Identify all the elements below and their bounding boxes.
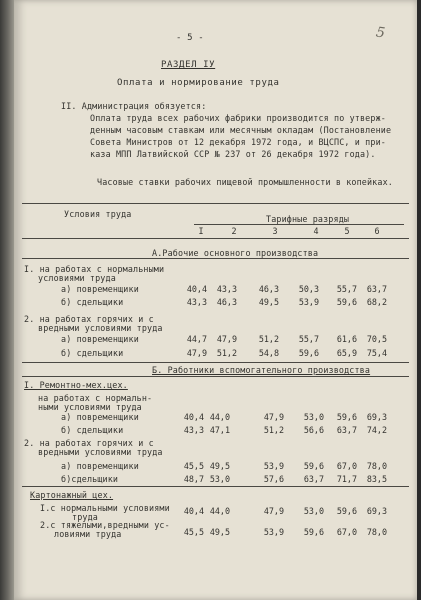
row-label: а) повременщики xyxy=(61,284,139,294)
table-header-rule xyxy=(22,238,409,239)
cell-value: 57,6 xyxy=(263,474,284,484)
cell-value: 51,2 xyxy=(263,425,284,435)
cell-value: 50,3 xyxy=(298,284,319,294)
cell-value: 47,9 xyxy=(186,348,207,358)
row-label: I.с нормальными условиями xyxy=(40,503,170,513)
group-label: на работах с нормальн- xyxy=(38,393,153,403)
section-b-top-rule xyxy=(22,362,409,363)
cell-value: 46,3 xyxy=(216,297,237,307)
cell-value: 63,7 xyxy=(366,284,387,294)
section-b-heading: Б. Работники вспомогательного производства xyxy=(152,365,371,375)
row-label: б) сдельщики xyxy=(61,297,124,307)
clause-line: Совета Министров от 12 декабря 1972 года, и ВЦСПС, и при- xyxy=(90,137,386,147)
grade-header: 6 xyxy=(374,226,380,236)
cell-value: 54,8 xyxy=(258,348,279,358)
grade-header: 2 xyxy=(231,226,237,236)
section-b-rule xyxy=(22,376,409,377)
table-caption: Часовые ставки рабочих пищевой промышленности в копейках. xyxy=(97,177,393,187)
group-heading: Картонажный цех. xyxy=(30,490,114,500)
column-header-grades: Тарифные разряды xyxy=(266,214,350,224)
cell-value: 40,4 xyxy=(186,284,207,294)
cell-value: 55,7 xyxy=(336,284,357,294)
cell-value: 44,7 xyxy=(186,334,207,344)
cell-value: 59,6 xyxy=(303,461,324,471)
section-title: РАЗДЕЛ IУ xyxy=(161,60,216,70)
cell-value: 63,7 xyxy=(336,425,357,435)
group-label: I. на работах с нормальными xyxy=(24,264,165,274)
cell-value: 83,5 xyxy=(366,474,387,484)
cell-value: 55,7 xyxy=(298,334,319,344)
cell-value: 47,9 xyxy=(263,506,284,516)
cell-value: 44,0 xyxy=(209,506,230,516)
cell-value: 78,0 xyxy=(366,527,387,537)
cell-value: 51,2 xyxy=(258,334,279,344)
group-label: 2. на работах горячих и с xyxy=(24,438,154,448)
row-label: труда xyxy=(72,512,98,522)
row-label: а) повременщики xyxy=(61,334,139,344)
cell-value: 61,6 xyxy=(336,334,357,344)
binding-spine xyxy=(0,0,14,600)
row-label: а) повременщики xyxy=(61,412,139,422)
cell-value: 56,6 xyxy=(303,425,324,435)
cell-value: 69,3 xyxy=(366,506,387,516)
table-top-rule xyxy=(22,203,409,204)
cell-value: 69,3 xyxy=(366,412,387,422)
cell-value: 51,2 xyxy=(216,348,237,358)
clause-label: II. Администрация обязуется: xyxy=(61,101,207,111)
cell-value: 74,2 xyxy=(366,425,387,435)
cell-value: 75,4 xyxy=(366,348,387,358)
section-a-heading: А.Рабочие основного производства xyxy=(152,248,319,258)
cell-value: 40,4 xyxy=(183,412,204,422)
group-label: ными условиями труда xyxy=(38,402,142,412)
cell-value: 48,7 xyxy=(183,474,204,484)
clause-line: Оплата труда всех рабочих фабрики производится по утверж- xyxy=(90,113,386,123)
handwritten-page-number: 5 xyxy=(374,24,387,42)
row-label: б) сдельщики xyxy=(61,348,124,358)
cell-value: 43,3 xyxy=(186,297,207,307)
grade-header: 4 xyxy=(313,226,319,236)
cell-value: 59,6 xyxy=(336,412,357,422)
cell-value: 71,7 xyxy=(336,474,357,484)
group-heading: I. Ремонтно-мех.цех. xyxy=(24,380,128,390)
grade-header: 3 xyxy=(272,226,278,236)
cell-value: 47,1 xyxy=(209,425,230,435)
cell-value: 67,0 xyxy=(336,461,357,471)
row-label: 2.с тяжелыми,вредными ус- xyxy=(40,520,170,530)
cell-value: 78,0 xyxy=(366,461,387,471)
cell-value: 59,6 xyxy=(336,506,357,516)
cell-value: 43,3 xyxy=(216,284,237,294)
column-header-conditions: Условия труда xyxy=(64,209,132,219)
cell-value: 45,5 xyxy=(183,461,204,471)
cell-value: 59,6 xyxy=(303,527,324,537)
cell-value: 53,0 xyxy=(303,506,324,516)
group-label: 2. на работах горячих и с xyxy=(24,314,154,324)
cell-value: 70,5 xyxy=(366,334,387,344)
grade-header: 5 xyxy=(344,226,350,236)
grades-header-rule xyxy=(194,224,404,225)
cell-value: 49,5 xyxy=(209,461,230,471)
cell-value: 49,5 xyxy=(209,527,230,537)
page-number: - 5 - xyxy=(176,33,204,43)
cell-value: 47,9 xyxy=(216,334,237,344)
group-label: условиями труда xyxy=(38,273,116,283)
cell-value: 53,9 xyxy=(298,297,319,307)
row-label: б)сдельщики xyxy=(61,474,119,484)
cell-value: 65,9 xyxy=(336,348,357,358)
cell-value: 59,6 xyxy=(336,297,357,307)
grade-header: I xyxy=(198,226,204,236)
section-a-rule xyxy=(22,258,409,259)
cardboard-shop-rule xyxy=(22,486,409,487)
cell-value: 67,0 xyxy=(336,527,357,537)
cell-value: 68,2 xyxy=(366,297,387,307)
cell-value: 47,9 xyxy=(263,412,284,422)
cell-value: 53,0 xyxy=(303,412,324,422)
cell-value: 53,9 xyxy=(263,461,284,471)
clause-line: каза МПП Латвийской ССР № 237 от 26 декабря 1972 года). xyxy=(90,149,376,159)
cell-value: 44,0 xyxy=(209,412,230,422)
cell-value: 53,9 xyxy=(263,527,284,537)
cell-value: 53,0 xyxy=(209,474,230,484)
row-label: ловиями труда xyxy=(54,529,122,539)
section-subtitle: Оплата и нормирование труда xyxy=(117,78,280,88)
group-label: вредными условиями труда xyxy=(38,447,163,457)
row-label: а) повременщики xyxy=(61,461,139,471)
document-page xyxy=(14,0,417,600)
cell-value: 40,4 xyxy=(183,506,204,516)
row-label: б) сдельщики xyxy=(61,425,124,435)
cell-value: 46,3 xyxy=(258,284,279,294)
cell-value: 45,5 xyxy=(183,527,204,537)
group-label: вредными условиями труда xyxy=(38,323,163,333)
cell-value: 49,5 xyxy=(258,297,279,307)
clause-line: денным часовым ставкам или месячным окладам (Постановление xyxy=(90,125,392,135)
cell-value: 63,7 xyxy=(303,474,324,484)
cell-value: 59,6 xyxy=(298,348,319,358)
cell-value: 43,3 xyxy=(183,425,204,435)
